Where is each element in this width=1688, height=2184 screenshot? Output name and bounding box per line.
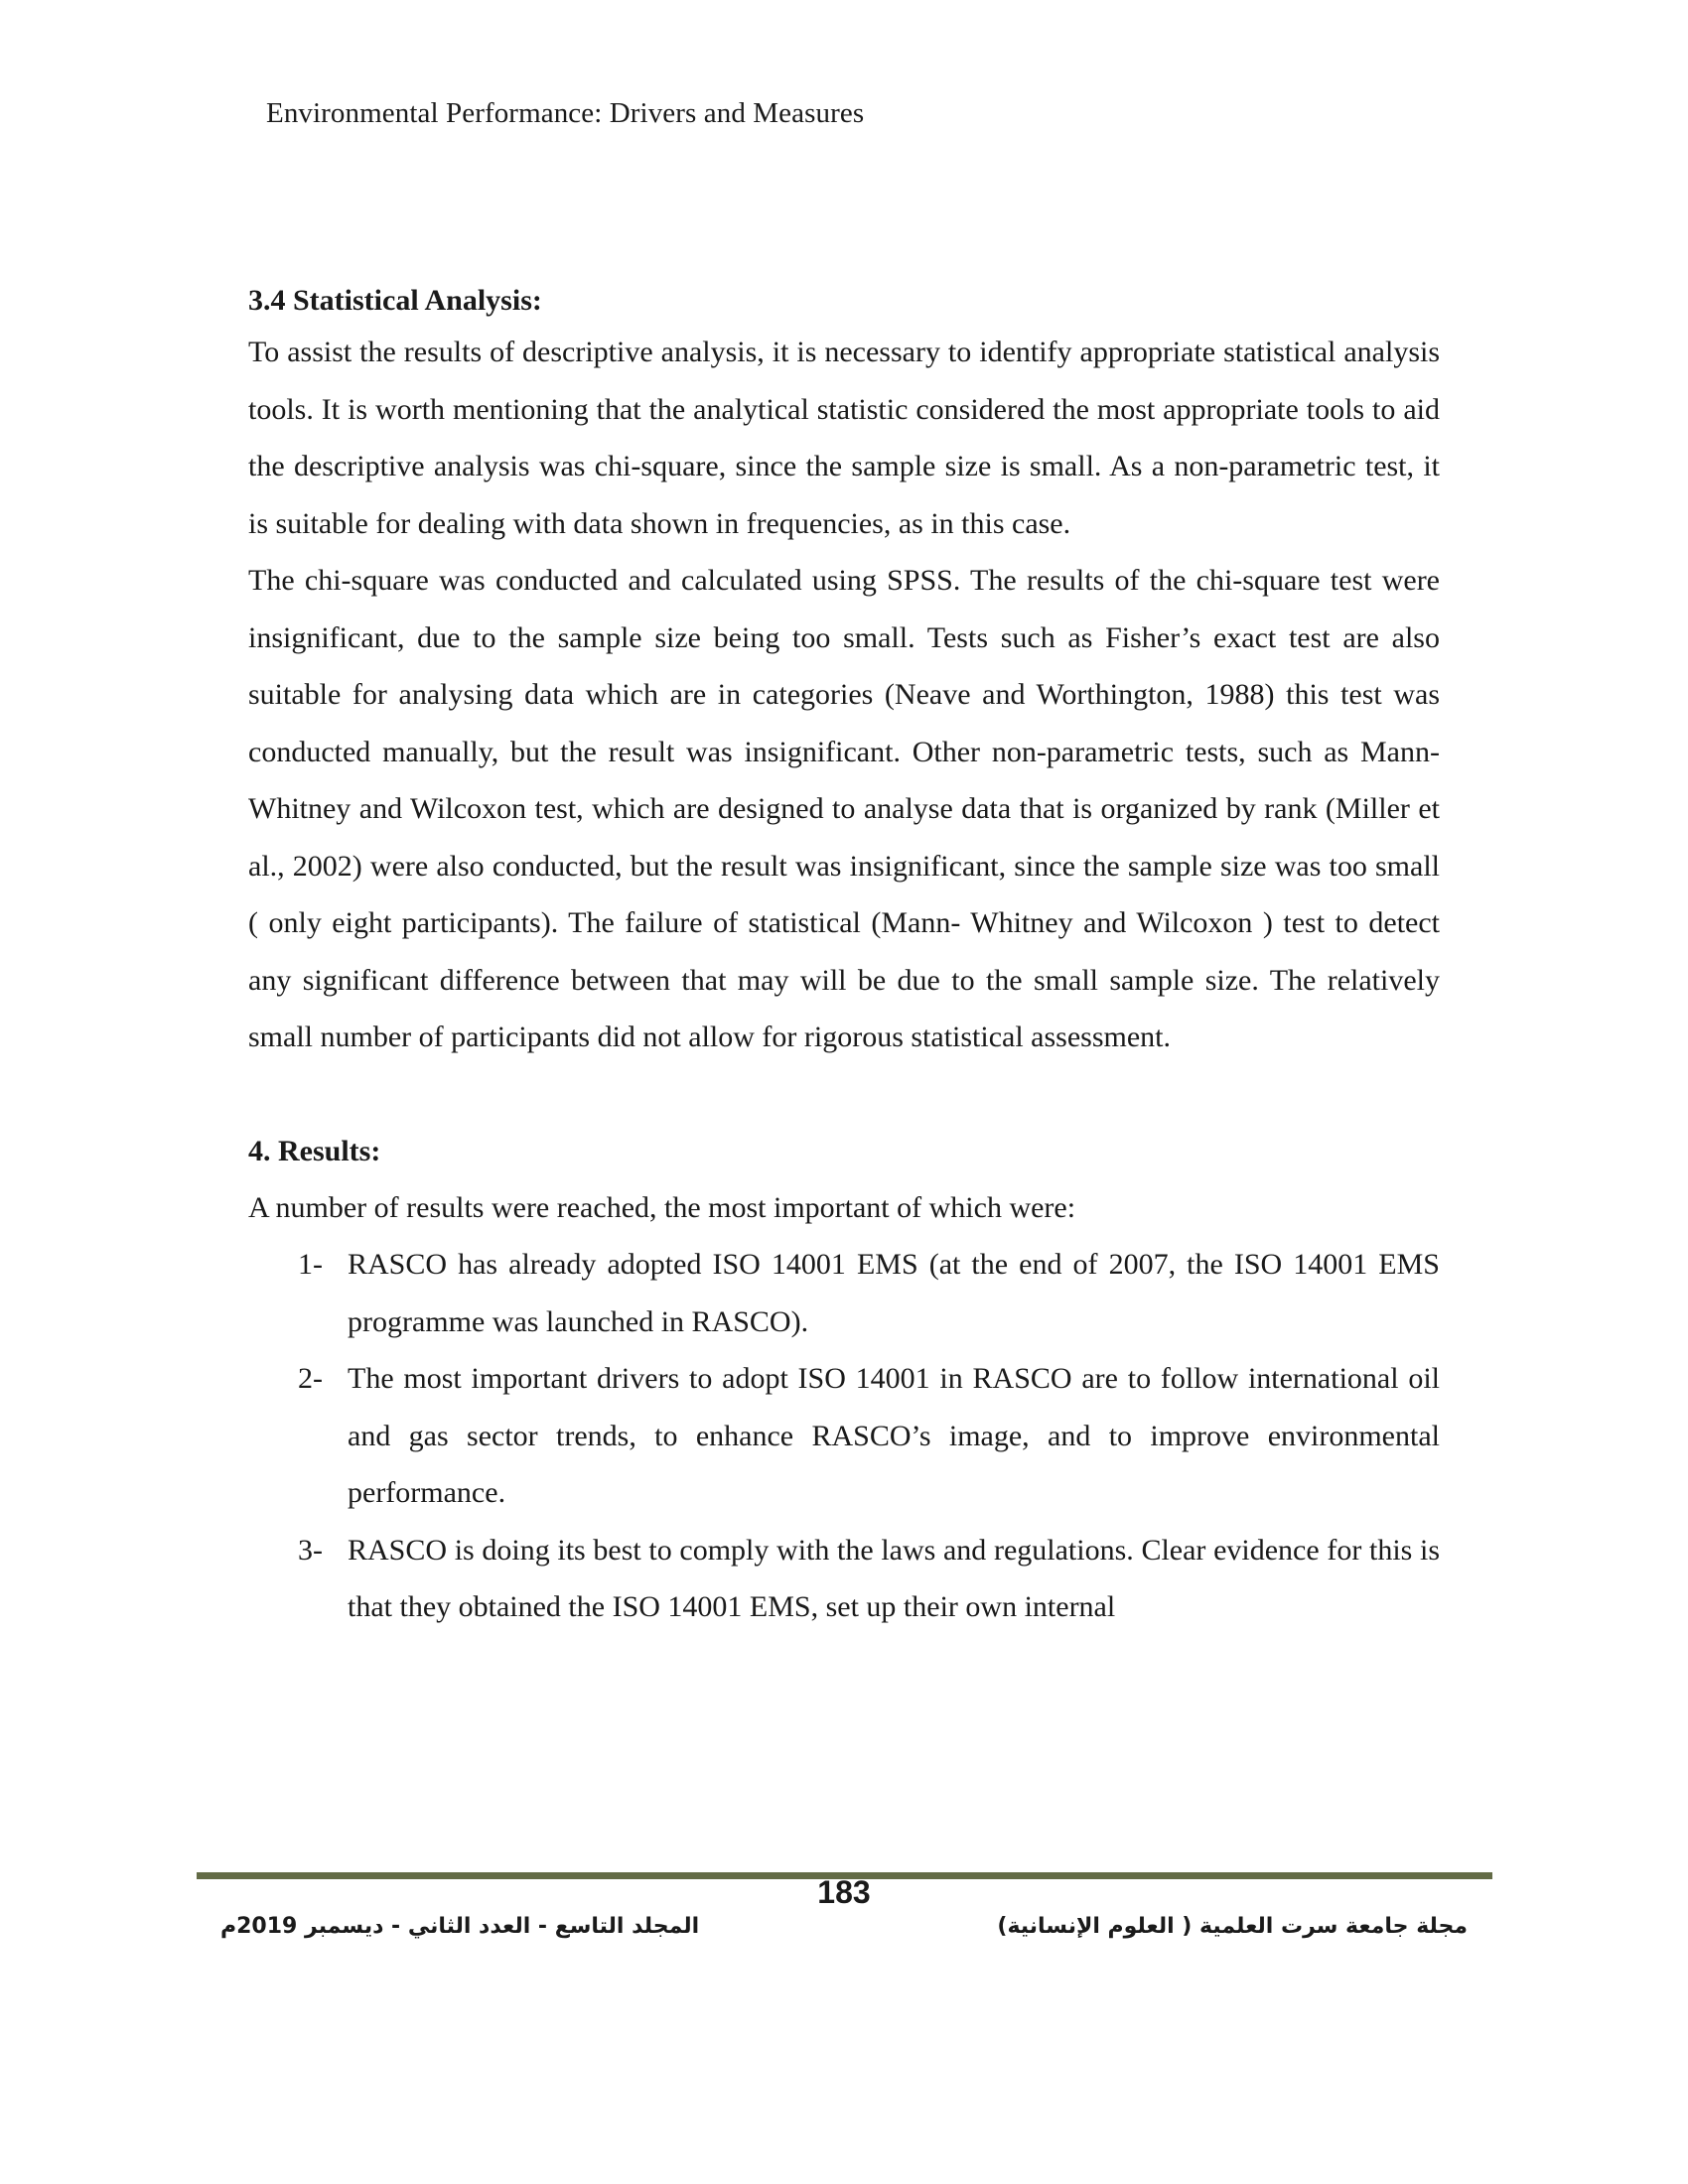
section-spacer (248, 1066, 1440, 1123)
section-heading-statistical-analysis: 3.4 Statistical Analysis: (248, 284, 542, 317)
list-item-text: RASCO is doing its best to comply with the laws and regulations. Clear evidence for this is that they obtained the ISO 14001 EMS, set up their own internal (348, 1533, 1440, 1623)
footer-journal-name: مجلة جامعة سرت العلمية ( العلوم الإنسانية) (997, 1914, 1468, 1939)
list-item-text: The most important drivers to adopt ISO 14001 in RASCO are to follow international oil and gas sector trends, to enhance RASCO’s image, and to improve environmental performance. (348, 1362, 1440, 1509)
list-item-number: 3- (298, 1533, 323, 1567)
list-item-number: 1- (298, 1248, 323, 1281)
paragraph: The chi-square was conducted and calculated using SPSS. The results of the chi-square test were insignificant, due to the sample size being too small. Tests such as Fisher’s exact test are also suitable for analysing data which are in categories (Neave and Worthington, 1988) this test was conducted manually, but the result was insignificant. Other non-parametric tests, such as Mann-Whitney and Wilcoxon test, which are designed to analyse data that is organized by rank (Miller et al., 2002) were also conducted, but the result was insignificant, since the sample size was too small ( only eight participants). The failure of statistical (Mann- Whitney and Wilcoxon ) test to detect any significant difference between that may will be due to the small sample size. The relatively small number of participants did not allow for rigorous statistical assessment. (248, 564, 1440, 1053)
list-item (248, 1350, 1440, 1522)
list-item-text: RASCO has already adopted ISO 14001 EMS (at the end of 2007, the ISO 14001 EMS programme was launched in RASCO). (348, 1248, 1440, 1338)
list-item-number: 2- (298, 1362, 323, 1395)
section-heading-results: 4. Results: (248, 1134, 381, 1167)
results-intro: A number of results were reached, the most important of which were: (248, 1190, 1076, 1224)
running-header: Environmental Performance: Drivers and Measures (266, 97, 865, 129)
footer-volume-issue: المجلد التاسع - العدد الثاني - ديسمبر 2019م (220, 1914, 700, 1939)
list-item (248, 1522, 1440, 1636)
page-number: 183 (817, 1874, 871, 1910)
paragraph: To assist the results of descriptive analysis, it is necessary to identify appropriate statistical analysis tools. It is worth mentioning that the analytical statistic considered the most appropriate tools to aid the descriptive analysis was chi-square, since the sample size is small. As a non-parametric test, it is suitable for dealing with data shown in frequencies, as in this case. (248, 336, 1440, 540)
list-item (248, 1236, 1440, 1350)
results-list (248, 1236, 1440, 1636)
page-content (248, 278, 1440, 1636)
